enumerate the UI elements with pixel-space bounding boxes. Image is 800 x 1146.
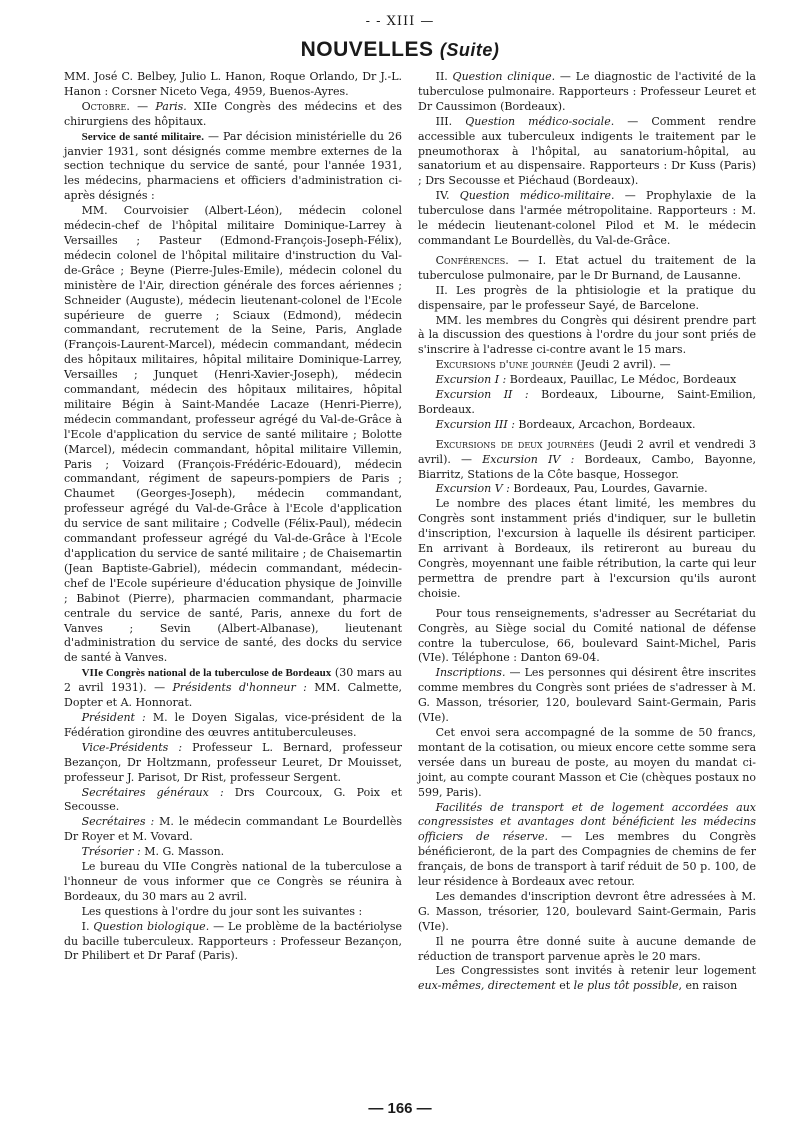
paragraph: Les questions à l'ordre du jour sont les suivantes : [81,904,363,918]
label: Question clinique. [452,70,556,83]
excursion-item [418,373,756,388]
title-suite: (Suite) [439,40,500,60]
paragraph: Il ne pourra être donné suite à aucune demande de réduction de transport parvenue après le 20 mars. [418,934,756,963]
label: Question médico-sociale. [465,114,615,128]
paragraph-question-4 [418,189,756,249]
title-text: NOUVELLES [300,38,434,61]
paragraph-text: Drs Courcoux, G. Poix et Secousse. [64,785,402,814]
paragraph-text: M. le médecin commandant Le Bourdellès Dr Royer et M. Vovard. [64,815,402,844]
excursion-item [418,482,756,497]
page-number: — 166 — [368,1100,432,1117]
paragraph-question-2 [418,70,756,115]
paragraph-text: — I. Etat actuel du traitement de la tuberculose pulmonaire, par le Dr Burnand, de Lausanne. [418,253,756,282]
paragraph-service-sante [64,130,402,205]
paragraph-text: XIIe Congrès des médecins et des chirurgiens des hôpitaux. [64,99,403,128]
paragraph-text: Bordeaux, Pau, Lourdes, Gavarnie. [509,482,708,496]
paragraph-text: , en raison [678,979,738,993]
question-number: IV. [435,189,460,203]
paragraph-text: Bordeaux, Arcachon, Bordeaux. [514,417,696,431]
paragraph-text: (Jeudi 2 avril et vendredi 3 avril). — [418,437,756,466]
label: Excursion IV : [482,452,575,466]
question-number: III. [435,114,466,128]
question-number: I. [81,919,94,933]
label: Excursion III : [435,417,515,431]
paragraph-facilites [418,801,756,890]
page-title [0,38,800,62]
paragraph-logement [418,964,756,994]
paragraph-tresorier [64,845,402,860]
label: Excursion I : [435,373,507,387]
paragraph-text: — Le diagnostic de l'activité de la tuberculose pulmonaire. Rapporteurs : Professeur Leuret et Dr Caussimon (Bordeaux). [418,70,756,113]
label: Inscriptions. [435,666,506,680]
label: Excursion II : [435,388,529,402]
label: Excursion V : [435,482,510,496]
paragraph-text: MM. Calmette, Dopter et A. Honnorat. [64,681,402,710]
paragraph-text: M. G. Masson. [140,845,225,859]
section-label: Excursions de deux journées [435,437,595,451]
paragraph-vice-presidents [64,741,402,786]
paragraph-inscriptions [418,666,756,726]
section-label: Conférences. [435,253,509,267]
section-label: Excursions d'une journée [435,358,573,372]
label: Présidents d'honneur : [172,681,307,695]
paragraph-text: et [555,979,574,993]
paragraph-excursions-1 [418,358,756,373]
paragraph-question-1 [64,920,402,965]
paragraph-conferences [418,254,756,284]
paragraph: Les demandes d'inscription devront être adressées à M. G. Masson, trésorier, 120, boulevard Saint-Germain, Paris (VIe). [418,889,756,933]
emphasis: eux-mêmes, directement [418,979,556,993]
paragraph-text: Bordeaux, Cambo, Bayonne, Biarritz, Stations de la Côte basque, Hossegor. [418,452,756,481]
paragraph: Le nombre des places étant limité, les membres du Congrès sont instamment priés d'indiquer, sur le bulletin d'inscription, l'excursion à laquelle ils désirent participer. En arrivant à Bordeaux, ils retireront au bureau du Congrès, moyennant une faible rétribution, la carte qui leur permettra de prendre part à l'excursion qu'ils auront choisie. [418,497,756,600]
paragraph-text: — Les membres du Congrès bénéficieront, de la part des Compagnies de chemins de fer français, de bons de transport à tarif réduit de 50 p. 100, de leur résidence à Bordeaux avec retour. [418,830,756,889]
section-number: - - XIII — [365,14,435,29]
label: Question médico-militaire. [459,189,615,203]
excursion-item [418,418,756,433]
paragraph-text: (30 mars au 2 avril 1931). — [64,666,402,695]
paragraph: Le bureau du VIIe Congrès national de la tuberculose a l'honneur de vous informer que ce Congrès se réunira à Bordeaux, du 30 mars au 2 avril. [64,860,402,903]
paragraph-president [64,711,402,741]
label: Question biologique. [93,919,210,933]
paragraph-text: Bordeaux, Pauillac, Le Médoc, Bordeaux [506,373,737,387]
paragraph-secretaires [64,815,402,845]
label: Secrétaires : [81,815,155,829]
emphasis: le plus tôt possible [573,979,679,993]
label: Facilités de transport et de logement accordées aux congressistes et avantages dont bénéficient les médecins officiers de réserve. [418,800,756,844]
paragraph: Pour tous renseignements, s'adresser au Secrétariat du Congrès, au Siège social du Comité national de défense contre la tuberculose, 66, boulevard Saint-Michel, Paris (VIe). Téléphone : Danton 69-04. [418,606,756,665]
paragraph-text: Les Congressistes sont invités à retenir leur logement [435,964,756,978]
paragraph-text: — Les personnes qui désirent être inscrites comme membres du Congrès sont priées de s'adresser à M. G. Masson, trésorier, 120, boulevard Saint-Germain, Paris (VIe). [418,666,756,725]
question-number: II. [435,70,453,83]
city-label: Paris. [155,99,187,113]
paragraph: MM. José C. Belbey, Julio L. Hanon, Roque Orlando, Dr J.-L. Hanon : Corsner Niceto Vega, 4959, Buenos-Ayres. [64,70,402,98]
paragraph-text: M. le Doyen Sigalas, vice-président de la Fédération girondine des œuvres antituberculeuses. [64,710,402,739]
right-column [418,70,756,994]
paragraph-text: — Le problème de la bactériolyse du bacille tuberculeux. Rapporteurs : Professeur Bezançon, Dr Philibert et Dr Paraf (Paris). [64,919,402,963]
paragraph-text: — Prophylaxie de la tuberculose dans l'armée métropolitaine. Rapporteurs : M. le médecin lieutenant-colonel Pilod et M. le médecin commandant Le Bourdellès, du Val-de-Grâce. [418,189,757,247]
paragraph-question-3 [418,115,756,190]
paragraph-text: — Par décision ministérielle du 26 janvier 1931, sont désignés comme membre externes de la section technique du service de santé, pour l'année 1931, les médecins, pharmaciens et officiers d'administration ci-après désignés : [64,129,403,203]
label: Secrétaires généraux : [81,785,224,799]
paragraph-congres [64,666,402,711]
section-heading: VIIe Congrès national de la tuberculose de Bordeaux [81,667,332,680]
excursion-item [418,388,756,418]
paragraph: MM. les membres du Congrès qui désirent prendre part à la discussion des questions à l'ordre du jour sont priés de s'inscrire à l'adresse ci-contre avant le 15 mars. [418,313,756,357]
label: Trésorier : [81,845,141,859]
paragraph: II. Les progrès de la phtisiologie et la pratique du dispensaire, par le professeur Sayé, de Barcelone. [418,283,756,312]
paragraph: Cet envoi sera accompagné de la somme de 50 francs, montant de la cotisation, ou mieux encore cette somme sera versée dans un bureau de poste, au moyen du mandat ci-joint, au compte courant Masson et Cie (chèques postaux no 599, Paris). [418,725,756,799]
paragraph-text: Bordeaux, Libourne, Saint-Emilion, Bordeaux. [418,388,756,416]
paragraph-text: (Jeudi 2 avril). — [572,358,671,372]
label: Président : [81,710,146,724]
section-heading: Service de santé militaire. [81,130,204,143]
paragraph-list: MM. Courvoisier (Albert-Léon), médecin colonel médecin-chef de l'hôpital militaire Dominique-Larrey à Versailles ; Pasteur (Edmond-François-Joseph-Félix), médecin colonel de l'hôpital militaire d'instruction du Val-de-Grâce ; Beyne (Pierre-Jules-Emile), médecin colonel du ministère de l'Air, direction générale des forces aériennes ; Schneider (Auguste), médecin lieutenant-colonel de l'Ecole supérieure de guerre ; Sciaux (Edmond), médecin commandant, recrutement de la Seine, Paris, Anglade (François-Laurent-Marcel), médecin commandant, médecin des hôpitaux militaires, hôpital militaire Dominique-Larrey, Versailles ; Junquet (Henri-Xavier-Joseph), médecin commandant, médecin des hôpitaux militaires, hôpital militaire Bégin à Saint-Mandée Lacaze (Henri-Pierre), médecin commandant, professeur agrégé du Val-de-Grâce à l'Ecole d'application du service de santé militaire ; Bolotte (Marcel), médecin commandant, hôpital militaire Villemin, Paris ; Voizard (François-Frédéric-Edouard), médecin commandant, régiment de sapeurs-pompiers de Paris ; Chaumet (Georges-Joseph), médecin commandant, professeur agrégé du Val-de-Grâce à l'Ecole d'application du service de sant militaire ; Codvelle (Félix-Paul), médecin commandant professeur agrégé du Val-de-Grâce à l'Ecole d'application du service de santé militaire ; de Chaisemartin (Jean Baptiste-Gabriel), médecin commandant, médecin-chef de l'Ecole supérieure d'éducation physique de Joinville ; Babinot (Pierre), pharmacien commandant, pharmacie centrale du service de santé, Paris, annexe du fort de Vanves ; Sevin (Albert-Albanase), lieutenant d'administration du service de santé, des docks du service de santé à Vanves. [64,204,402,665]
paragraph-excursions-2 [418,438,756,483]
paragraph-text: Professeur L. Bernard, professeur Bezançon, Dr Holtzmann, professeur Leuret, Dr Mouisset, professeur J. Parisot, Dr Rist, professeur Sergent. [64,740,402,784]
paragraph-secretaires-generaux [64,786,402,816]
paragraph-octobre: Octobre. — Paris. XIIe Congrès des médecins et des chirurgiens des hôpitaux. [64,99,403,128]
left-column [64,70,402,964]
month-label: Octobre. [81,99,130,113]
label: Vice-Présidents : [81,740,183,754]
paragraph-text: — Comment rendre accessible aux tuberculeux indigents le traitement par le pneumothorax à l'hôpital, au sanatorium-hôpital, au sanatorium et au dispensaire. Rapporteurs : Dr Kuss (Paris) ; Drs Secousse et Piéchaud (Bordeaux). [418,114,757,188]
